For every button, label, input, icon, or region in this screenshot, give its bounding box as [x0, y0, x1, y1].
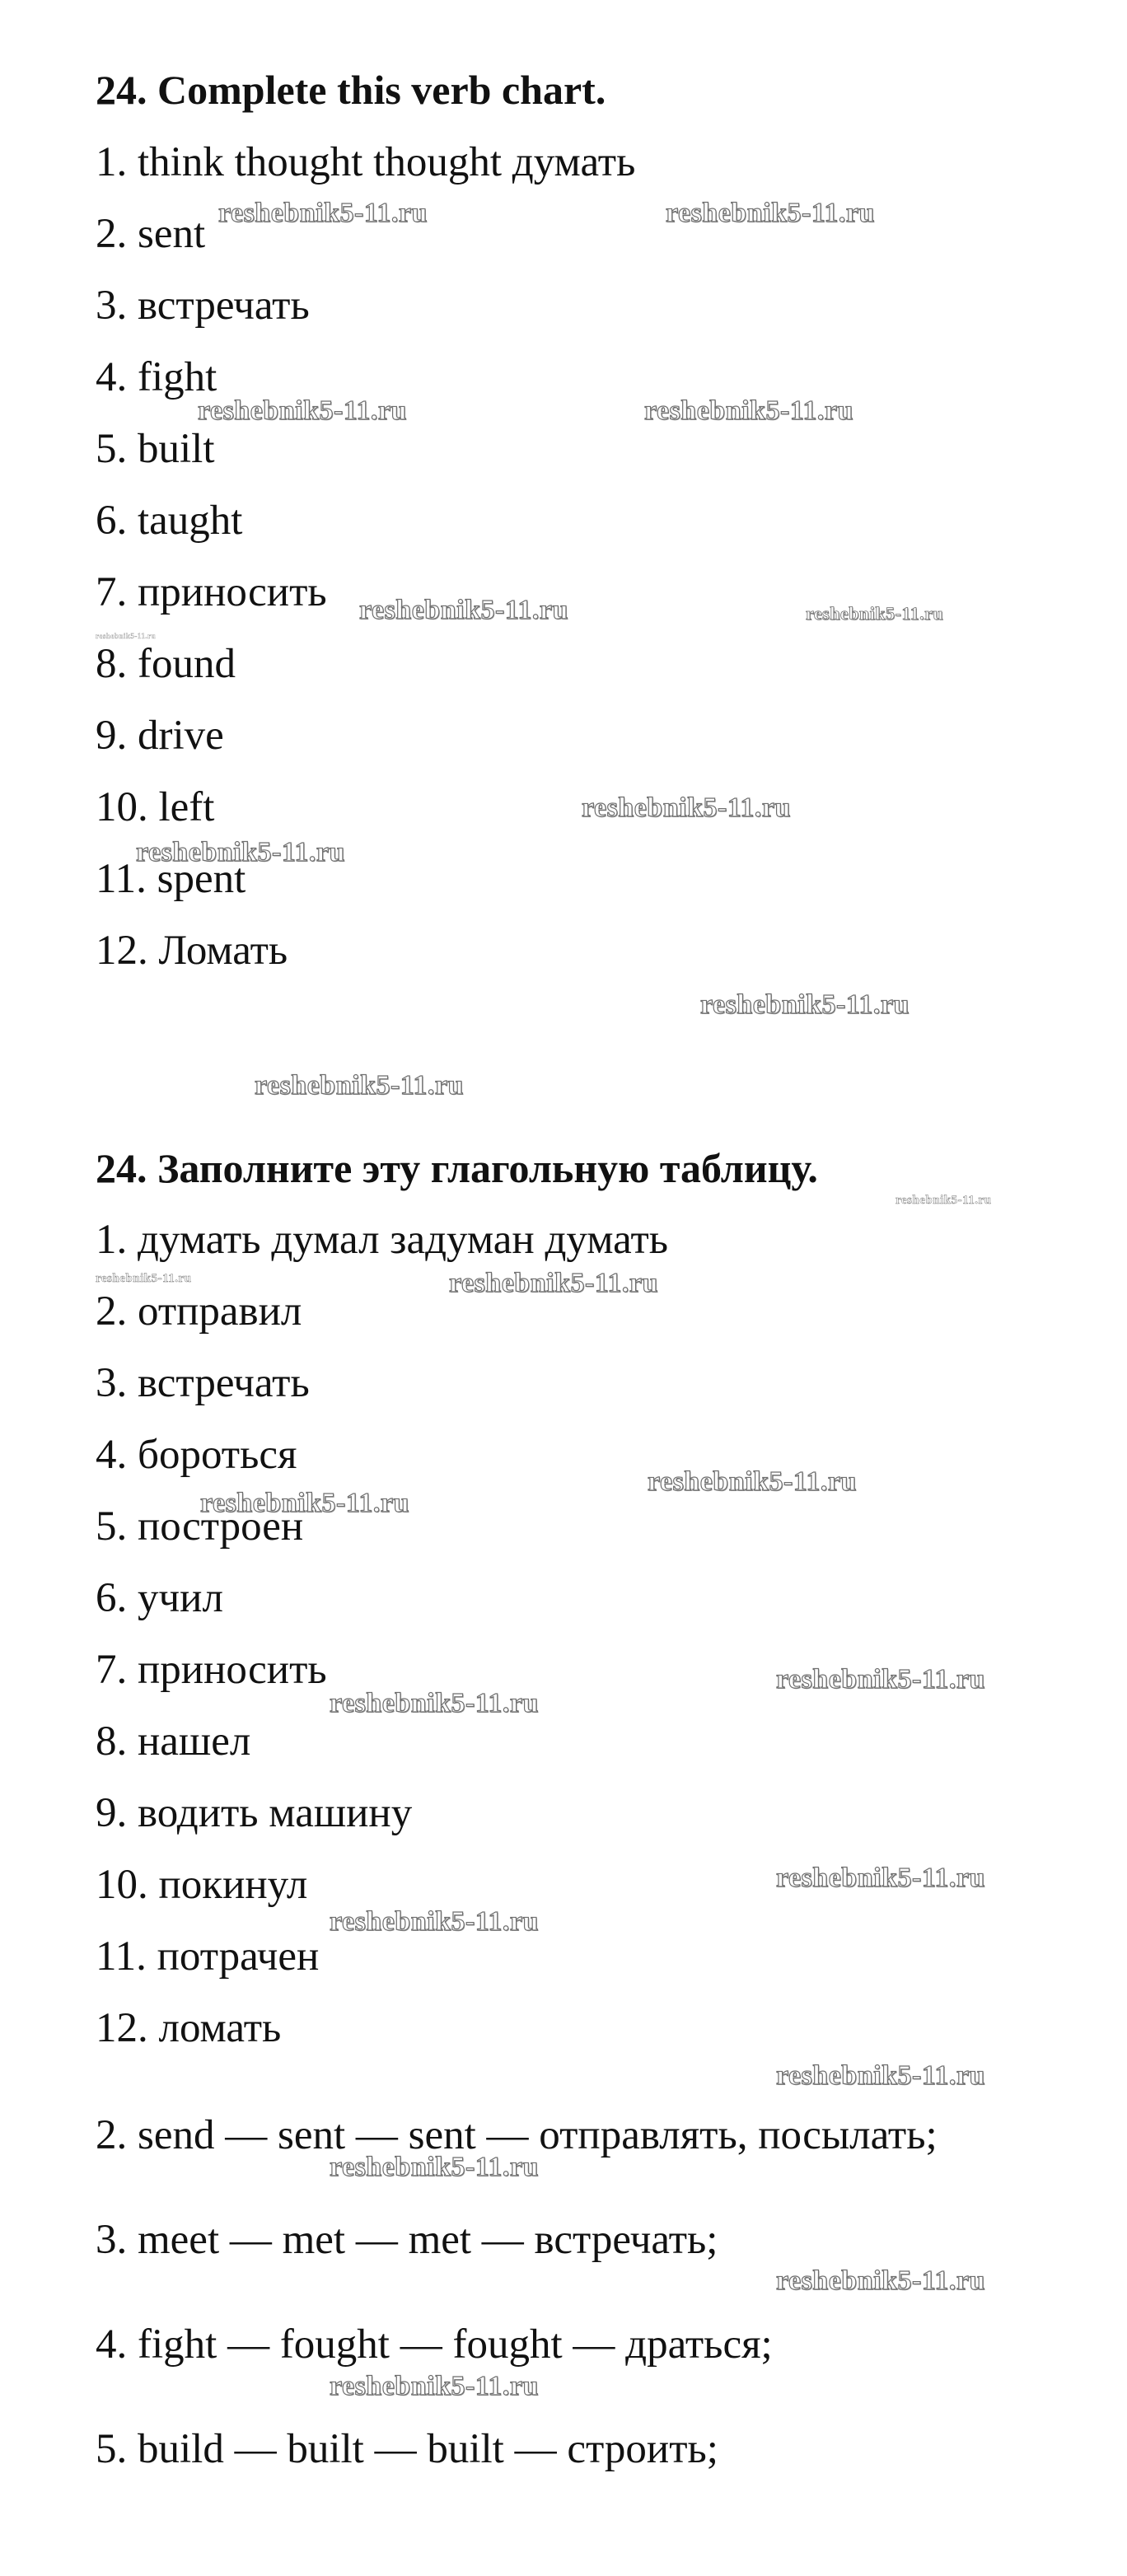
- watermark: reshebnik5-11.ru: [700, 989, 910, 1020]
- section-1-item-10: 10. left: [96, 784, 215, 830]
- section-1-item-7: 7. приносить: [96, 569, 327, 615]
- watermark: reshebnik5-11.ru: [330, 1906, 539, 1937]
- section-3-item-2: 2. send — sent — sent — отправлять, посылать;: [96, 2112, 938, 2158]
- section-2-item-2: 2. отправил: [96, 1288, 302, 1335]
- section-2-item-5: 5. построен: [96, 1503, 304, 1550]
- watermark: reshebnik5-11.ru: [330, 2371, 539, 2401]
- section-2-item-8: 8. нашел: [96, 1718, 251, 1765]
- watermark: reshebnik5-11.ru: [136, 837, 345, 867]
- section-1-item-9: 9. drive: [96, 713, 224, 759]
- watermark: reshebnik5-11.ru: [330, 1688, 539, 1718]
- section-1-item-4: 4. fight: [96, 354, 217, 400]
- watermark: reshebnik5-11.ru: [200, 1488, 409, 1518]
- watermark: reshebnik5-11.ru: [218, 198, 428, 228]
- watermark: reshebnik5-11.ru: [255, 1070, 464, 1101]
- watermark: reshebnik5-11.ru: [666, 198, 875, 228]
- watermark: reshebnik5-11.ru: [644, 395, 853, 426]
- section-1-item-5: 5. built: [96, 426, 215, 472]
- section-1-item-3: 3. встречать: [96, 283, 310, 329]
- section-2-item-3: 3. встречать: [96, 1360, 310, 1406]
- section-2-item-12: 12. ломать: [96, 2005, 282, 2051]
- watermark: reshebnik5-11.ru: [96, 1272, 192, 1285]
- watermark: reshebnik5-11.ru: [776, 1863, 985, 1893]
- section-1-item-2: 2. sent: [96, 211, 206, 257]
- watermark: reshebnik5-11.ru: [582, 792, 791, 823]
- section-2-item-11: 11. потрачен: [96, 1933, 320, 1980]
- section-2-item-4: 4. бороться: [96, 1432, 297, 1478]
- section-2-heading: 24. Заполните эту глагольную таблицу.: [96, 1145, 818, 1191]
- section-1-item-12: 12. Ломать: [96, 928, 288, 974]
- watermark: reshebnik5-11.ru: [776, 2265, 985, 2296]
- section-1-item-8: 8. found: [96, 641, 236, 687]
- section-2-item-6: 6. учил: [96, 1575, 223, 1621]
- section-2-item-1: 1. думать думал задуман думать: [96, 1217, 669, 1263]
- section-1-item-1: 1. think thought thought думать: [96, 139, 636, 185]
- section-1-item-11: 11. spent: [96, 856, 246, 902]
- watermark: reshebnik5-11.ru: [449, 1268, 658, 1298]
- watermark: reshebnik5-11.ru: [776, 2060, 985, 2091]
- section-2-item-9: 9. водить машину: [96, 1790, 413, 1836]
- watermark: reshebnik5-11.ru: [648, 1466, 857, 1497]
- section-3-item-3: 3. meet — met — met — встречать;: [96, 2217, 718, 2263]
- watermark: reshebnik5-11.ru: [776, 1664, 985, 1695]
- watermark: reshebnik5-11.ru: [896, 1194, 992, 1207]
- watermark: reshebnik5-11.ru: [806, 603, 944, 624]
- section-3-item-4: 4. fight — fought — fought — драться;: [96, 2321, 773, 2368]
- section-3-item-5: 5. build — built — built — строить;: [96, 2426, 718, 2472]
- section-2-item-7: 7. приносить: [96, 1647, 327, 1693]
- watermark: reshebnik5-11.ru: [96, 632, 157, 640]
- watermark: reshebnik5-11.ru: [330, 2152, 539, 2182]
- watermark: reshebnik5-11.ru: [198, 395, 407, 426]
- section-1-item-6: 6. taught: [96, 498, 243, 544]
- watermark: reshebnik5-11.ru: [359, 595, 568, 625]
- section-2-item-10: 10. покинул: [96, 1862, 308, 1908]
- section-1-heading: 24. Complete this verb chart.: [96, 67, 606, 113]
